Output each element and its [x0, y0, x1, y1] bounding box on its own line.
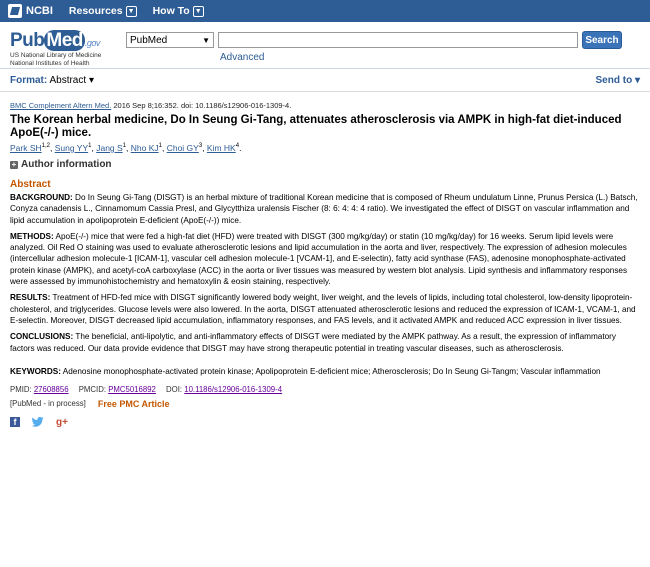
pubmed-status: [PubMed - in process] [10, 399, 86, 409]
pubmed-logo[interactable] [10, 30, 101, 68]
format-label: Format: [10, 75, 48, 86]
expand-plus-icon: + [11, 159, 17, 169]
send-to-menu[interactable] [596, 75, 640, 86]
keywords-label: KEYWORDS: [10, 366, 61, 376]
format-selector[interactable] [10, 75, 94, 86]
free-pmc-article-link[interactable]: Free PMC Article [97, 398, 170, 409]
google-plus-icon[interactable]: g+ [56, 416, 68, 428]
ncbi-logo-icon [8, 4, 22, 18]
abstract-conclusions [10, 331, 640, 354]
send-to-label: Send to [595, 75, 633, 86]
conclusions-text: The beneficial, anti-lipolytic, and anti-inflammatory effects of DISGT were mediated by the AMPK pathway. As a result, the expression of inflammatory factors was reduced. Our data provide evidence that DISGT may have strong therapeutic potential in treating vascular diseases, such as atherosclerosis. [10, 332, 616, 353]
results-text: Treatment of HFD-fed mice with DISGT significantly lowered body weight, liver weight, and the levels of lipids, including total cholesterol, low-density lipoprotein-cholesterol, and triglycerides. Glucose levels were also lowered. In the aorta, DISGT attenuated atherosclerotic lesions and reduced the expression of ICAM-1, VCAM-1, and E-selectin. Moreover, DISGT decreased lipid accumulation, inflammatory responses, and FAS levels, and it activated AMPK and reduced ACC expression in liver tissues. [10, 293, 636, 325]
search-button[interactable]: Search [582, 31, 622, 49]
format-bar [0, 69, 650, 92]
article-content [0, 101, 650, 428]
nlm-line2: National Institutes of Health [10, 60, 90, 67]
chevron-down-icon: ▼ [193, 6, 204, 17]
pmid-label: PMID: [10, 384, 32, 394]
howto-label: How To [152, 5, 190, 17]
logo-gov: .gov [84, 38, 100, 48]
caret-down-icon: ▾ [88, 75, 94, 86]
journal-link[interactable]: BMC Complement Altern Med. [10, 101, 112, 110]
keywords [10, 366, 640, 377]
pmcid-link[interactable]: PMC5016892 [108, 384, 156, 394]
abstract-background [10, 192, 640, 226]
format-value: Abstract [49, 75, 87, 86]
author-link[interactable]: Sung YY [54, 143, 89, 153]
pmid-link[interactable]: 27608856 [33, 384, 69, 394]
methods-label: METHODS: [10, 231, 54, 241]
search-header [0, 22, 650, 69]
abstract-methods [10, 231, 640, 287]
keywords-text: Adenosine monophosphate-activated protein kinase; Apolipoprotein E-deficient mice; Atherosclerosis; Do In Seung Gi-Tangm; Vascular inflammation [62, 366, 601, 376]
database-select[interactable] [126, 32, 214, 48]
author-affil: 1 [88, 143, 92, 150]
citation-line [10, 101, 640, 110]
chevron-down-icon: ▼ [202, 35, 210, 45]
author-affil: 1,2 [41, 143, 50, 150]
author-link[interactable]: Jang S [96, 143, 123, 153]
doi-label: DOI: [166, 384, 183, 394]
logo-med: Med [46, 30, 83, 51]
methods-text: ApoE(-/-) mice that were fed a high-fat diet (HFD) were treated with DISGT (300 mg/kg/day) or statin (10 mg/kg/day) for 16 weeks. Serum lipid levels were analyzed. Oil Red O staining was used to evaluate atherosclerotic lesions and lipid accumulation in the aorta and liver, respectively. The expression of adhesion molecules (intercellular adhesion molecule-1 [ICAM-1], vascular cell adhesion molecule-1 [VCAM-1], and E-selectin), fatty acid synthase (FAS), adenosine monophosphate-activated protein kinase (AMPK), and acetyl-coA carboxylase (ACC) in the aorta or liver tissues was measured by western blot analysis. Lipid synthesis and inflammatory responses were assessed by immunohistochemistry and hematoxylin & eosin staining, respectively. [10, 231, 628, 287]
abstract-heading: Abstract [10, 179, 51, 190]
author-affil: 4 [235, 143, 240, 150]
logo-pub: Pub [10, 30, 45, 51]
citation-rest: 2016 Sep 8;16:352. doi: 10.1186/s12906-016-1309-4. [111, 101, 292, 110]
conclusions-label: CONCLUSIONS: [10, 332, 74, 342]
author-link[interactable]: Kim HK [206, 143, 236, 153]
author-link[interactable]: Nho KJ [130, 143, 159, 153]
author-link[interactable]: Park SH [10, 143, 42, 153]
background-label: BACKGROUND: [10, 193, 73, 202]
author-affil: 1 [122, 143, 127, 150]
article-status [10, 399, 640, 409]
chevron-down-icon: ▼ [126, 6, 137, 17]
author-affil: 3 [198, 143, 203, 150]
search-input[interactable] [218, 32, 578, 48]
nlm-line1: US National Library of Medicine [10, 52, 102, 59]
facebook-icon[interactable]: f [10, 417, 20, 427]
article-title: The Korean herbal medicine, Do In Seung Gi-Tang, attenuates atherosclerosis via AMPK in high-fat diet-induced ApoE(-/-) mice. [10, 114, 622, 139]
social-share [10, 417, 640, 428]
ncbi-home-link[interactable] [8, 4, 53, 18]
advanced-search-link[interactable]: Advanced [220, 52, 265, 63]
database-value: PubMed [130, 34, 168, 46]
twitter-icon[interactable] [32, 417, 44, 427]
article-identifiers [10, 385, 640, 394]
ncbi-topbar [0, 0, 650, 22]
author-link[interactable]: Choi GY [166, 143, 199, 153]
abstract-results [10, 292, 640, 326]
background-text: Do In Seung Gi-Tang (DISGT) is an herbal mixture of traditional Korean medicine that is composed of Rheum undulatum Linne, Prunus Persica (L.) Batsch, Conyza canadensis L., Cinnamomum Cassia Presl, and Glycytthiza uralensis Fischer (8: 6: 4: 4: 4 ratio). We investigated the effect of DISGT on vascular inflammation and lipid accumulation in apolipoprotein E-deficient (ApoE(-/-)) mice. [10, 193, 638, 225]
caret-down-icon: ▾ [634, 75, 640, 86]
howto-menu[interactable] [153, 5, 204, 17]
author-affil: 1 [158, 143, 162, 150]
resources-label: Resources [68, 5, 123, 17]
author-list: Park SH$^{1,2}$, Sung $YY^1$, Jang $S^1$, Nho $KJ^1$, Choi $GY^3$, Kim $HK^4$. [10, 143, 242, 153]
doi-link[interactable]: 10.1186/s12906-016-1309-4 [184, 384, 283, 394]
author-info-label: Author information [21, 159, 112, 170]
pmcid-label: PMCID: [78, 384, 107, 394]
resources-menu[interactable] [69, 5, 137, 17]
author-information-toggle[interactable] [10, 159, 640, 170]
ncbi-label: NCBI [26, 5, 53, 17]
results-label: RESULTS: [10, 293, 51, 303]
